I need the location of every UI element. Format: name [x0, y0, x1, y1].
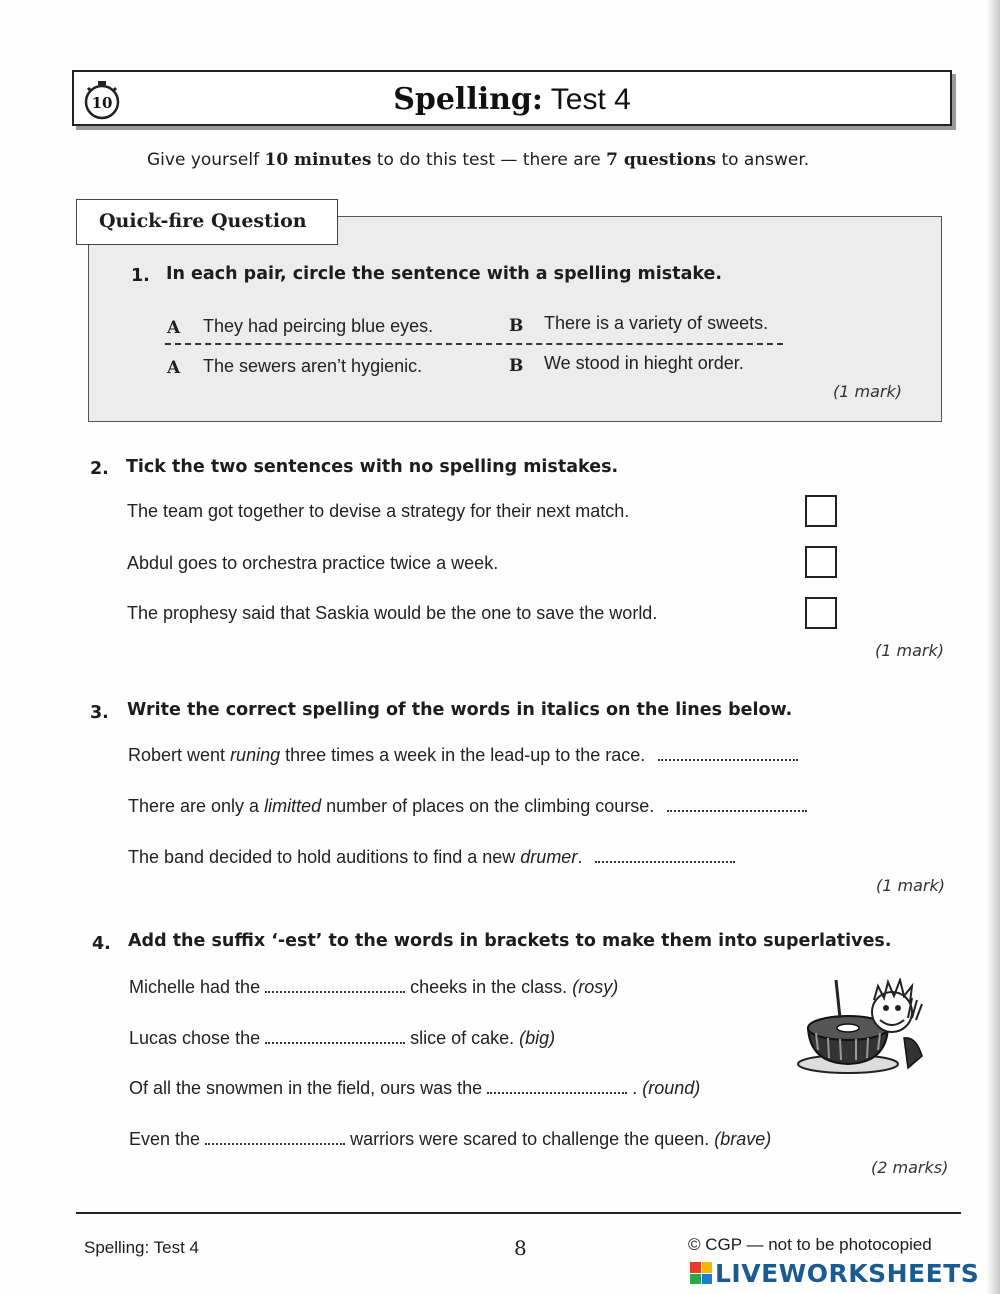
q1-pair2-option-a[interactable]: The sewers aren’t hygienic. — [203, 356, 423, 376]
q2-tickbox-2[interactable] — [805, 546, 837, 578]
q2-sentence-1: The team got together to devise a strategy for their next match. — [127, 501, 630, 521]
q4-answer-line-3[interactable] — [487, 1080, 627, 1094]
footer-title: Spelling: Test 4 — [84, 1238, 199, 1257]
page-edge-shadow — [986, 0, 1000, 1294]
quickfire-tab: Quick-fire Question — [76, 199, 338, 245]
q2-mark: (1 mark) — [875, 641, 944, 660]
q4-answer-line-1[interactable] — [265, 979, 405, 993]
q3-answer-line-1[interactable] — [658, 747, 798, 761]
q4-mark: (2 marks) — [871, 1158, 949, 1177]
q1-number: 1. — [131, 266, 150, 286]
q1-pair1-option-a[interactable]: They had peircing blue eyes. — [203, 316, 434, 336]
q1-pair1-option-b[interactable]: There is a variety of sweets. — [544, 313, 769, 333]
footer-rule — [76, 1212, 961, 1214]
q4-answer-line-4[interactable] — [205, 1131, 345, 1145]
q4-instruction: Add the suffix ‘-est’ to the words in brackets to make them into superlatives. — [128, 931, 892, 951]
q2-sentence-2: Abdul goes to orchestra practice twice a week. — [127, 553, 499, 573]
q1-pair1-b-letter: B — [509, 316, 524, 336]
q2-tickbox-3[interactable] — [805, 597, 837, 629]
q3-answer-line-3[interactable] — [595, 849, 735, 863]
q2-instruction: Tick the two sentences with no spelling mistakes. — [126, 457, 619, 477]
q2-tickbox-1[interactable] — [805, 495, 837, 527]
q1-pair1-a-letter: A — [167, 318, 181, 338]
q1-pair2-b-letter: B — [509, 356, 524, 376]
q3-answer-line-2[interactable] — [667, 798, 807, 812]
q1-mark: (1 mark) — [833, 382, 902, 401]
timer-label: 10 — [91, 94, 113, 112]
q4-answer-line-2[interactable] — [265, 1030, 405, 1044]
cake-illustration — [796, 978, 928, 1076]
page-title: Spelling: Test 4 — [393, 82, 631, 117]
title-banner — [72, 70, 952, 126]
q4-sentence-1: Michelle had the cheeks in the class. (rosy) — [129, 977, 619, 997]
q2-sentence-3: The prophesy said that Saskia would be the one to save the world. — [127, 603, 658, 623]
q4-sentence-2: Lucas chose the slice of cake. (big) — [129, 1028, 556, 1048]
q3-sentence-1: Robert went runing three times a week in the lead-up to the race. — [128, 745, 798, 766]
page-number: 8 — [514, 1236, 527, 1260]
q3-mark: (1 mark) — [876, 876, 945, 895]
intro-text: Give yourself 10 minutes to do this test — there are 7 questions to answer. — [147, 150, 810, 170]
q4-number: 4. — [92, 934, 111, 954]
q2-number: 2. — [90, 459, 109, 479]
q3-instruction: Write the correct spelling of the words in italics on the lines below. — [127, 700, 793, 720]
liveworksheets-icon — [690, 1262, 712, 1284]
q3-sentence-2: There are only a limitted number of places on the climbing course. — [128, 796, 807, 817]
q1-pair2-a-letter: A — [167, 358, 181, 378]
q4-sentence-3: Of all the snowmen in the field, ours was the . (round) — [129, 1078, 701, 1098]
q1-instruction: In each pair, circle the sentence with a spelling mistake. — [166, 264, 723, 284]
brand-text: LIVEWORKSHEETS — [715, 1258, 980, 1288]
liveworksheets-logo[interactable] — [690, 1258, 979, 1288]
pair-divider — [165, 343, 783, 345]
q3-number: 3. — [90, 703, 109, 723]
q4-sentence-4: Even the warriors were scared to challenge the queen. (brave) — [129, 1129, 772, 1149]
copyright-notice: © CGP — not to be photocopied — [688, 1235, 932, 1254]
q1-pair2-option-b[interactable]: We stood in hieght order. — [544, 353, 744, 373]
q3-sentence-3: The band decided to hold auditions to find a new drumer. — [128, 847, 735, 868]
